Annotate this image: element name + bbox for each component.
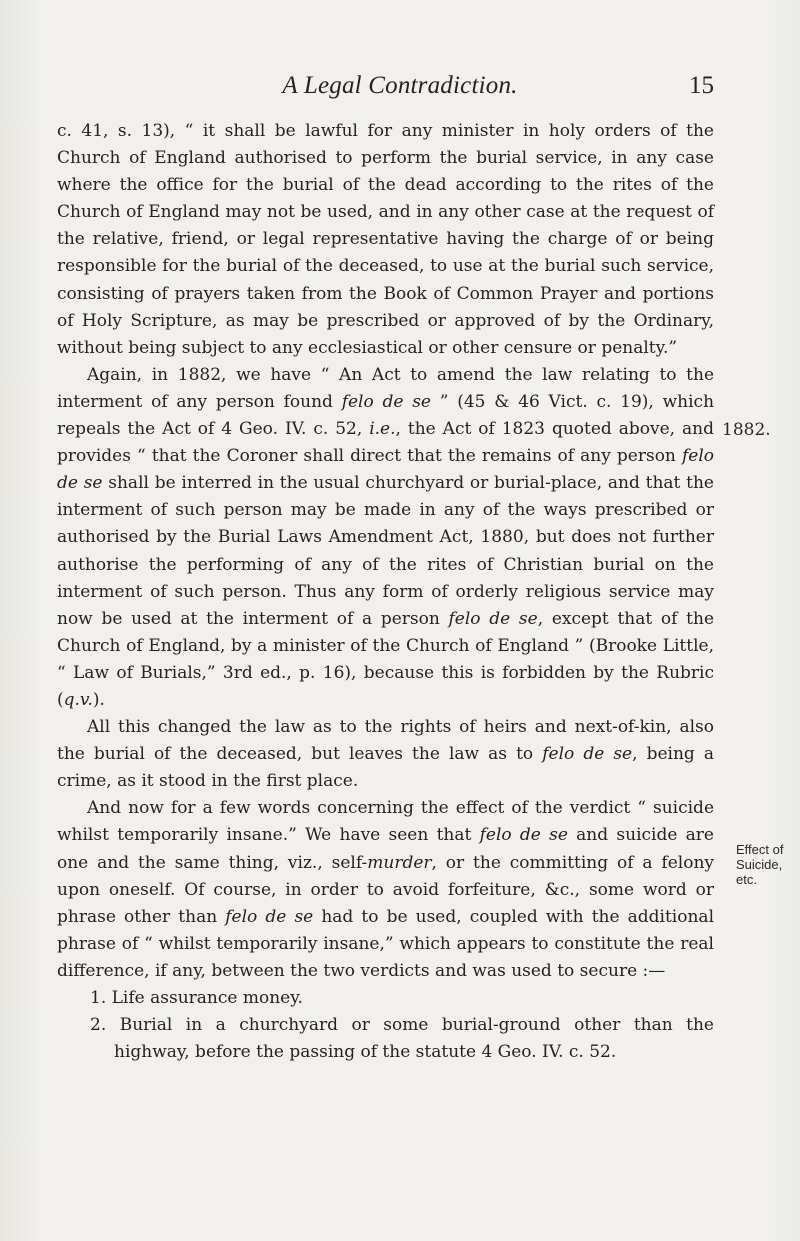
margin-note-year: 1882.: [722, 420, 771, 440]
paragraph-4: And now for a few words concerning the effect of the verdict “ suicide whilst temporarily insane.” We have seen that felo de se and suicide are one and the same thing, viz., self-murder, or the committing of a felony upon oneself. Of course, in order to avoid forfeiture, &c., some word or phrase other than felo de se had to be used, coupled with the additional phrase of “ whilst temporarily insane,” which appears to constitute the real difference, if any, between the two verdicts and was used to secure :—: [57, 798, 715, 981]
paragraph-1: c. 41, s. 13), “ it shall be lawful for any minister in holy orders of the Church of England authorised to perform the burial service, in any case where the office for the burial of the dead according to the rites of the Church of England may not be used, and in any other case at the request of the relative, friend, or legal representative having the charge of or being responsible for the burial of the deceased, to use at the burial such service, consisting of prayers taken from the Book of Common Prayer and portions of Holy Scripture, as may be prescribed or approved of by the Ordinary, without being subject to any ecclesiastical or other censure or penalty.”: [57, 121, 714, 358]
paragraph-3: All this changed the law as to the rights of heirs and next-of-kin, also the burial of the deceased, but leaves the law as to felo de se, being a crime, as it stood in the first place.: [57, 717, 715, 792]
page-number: 15: [689, 72, 714, 99]
paragraph-2: Again, in 1882, we have “ An Act to amend the law relating to the interment of any person found felo de se ” (45 & 46 Vict. c. 19), which repeals the Act of 4 Geo. IV. c. 52, i.e., the Act of 1823 quoted above, and provides “ that the Coroner shall direct that the remains of any person felo de se shall be interred in the usual churchyard or burial-place, and that the interment of such person may be made in any of the ways prescribed or authorised by the Burial Laws Amendment Act, 1880, but does not further authorise the performing of any of the rites of Christian burial on the interment of such person. Thus any form of orderly religious service may now be used at the interment of a person felo de se, except that of the Church of England, by a minister of the Church of England ” (Brooke Little, “ Law of Burials,” 3rd ed., p. 16), because this is forbidden by the Rubric (q.v.).: [57, 364, 715, 710]
body-text: [57, 118, 714, 1066]
list-item: 1. Life assurance money.: [90, 988, 303, 1008]
list-item: 2. Burial in a churchyard or some burial-ground other than the highway, before the passing of the statute 4 Geo. IV. c. 52.: [90, 1015, 714, 1063]
running-head: [0, 72, 800, 112]
margin-note-effect: Effect of Suicide, etc.: [736, 842, 784, 887]
running-title: A Legal Contradiction.: [282, 72, 518, 99]
